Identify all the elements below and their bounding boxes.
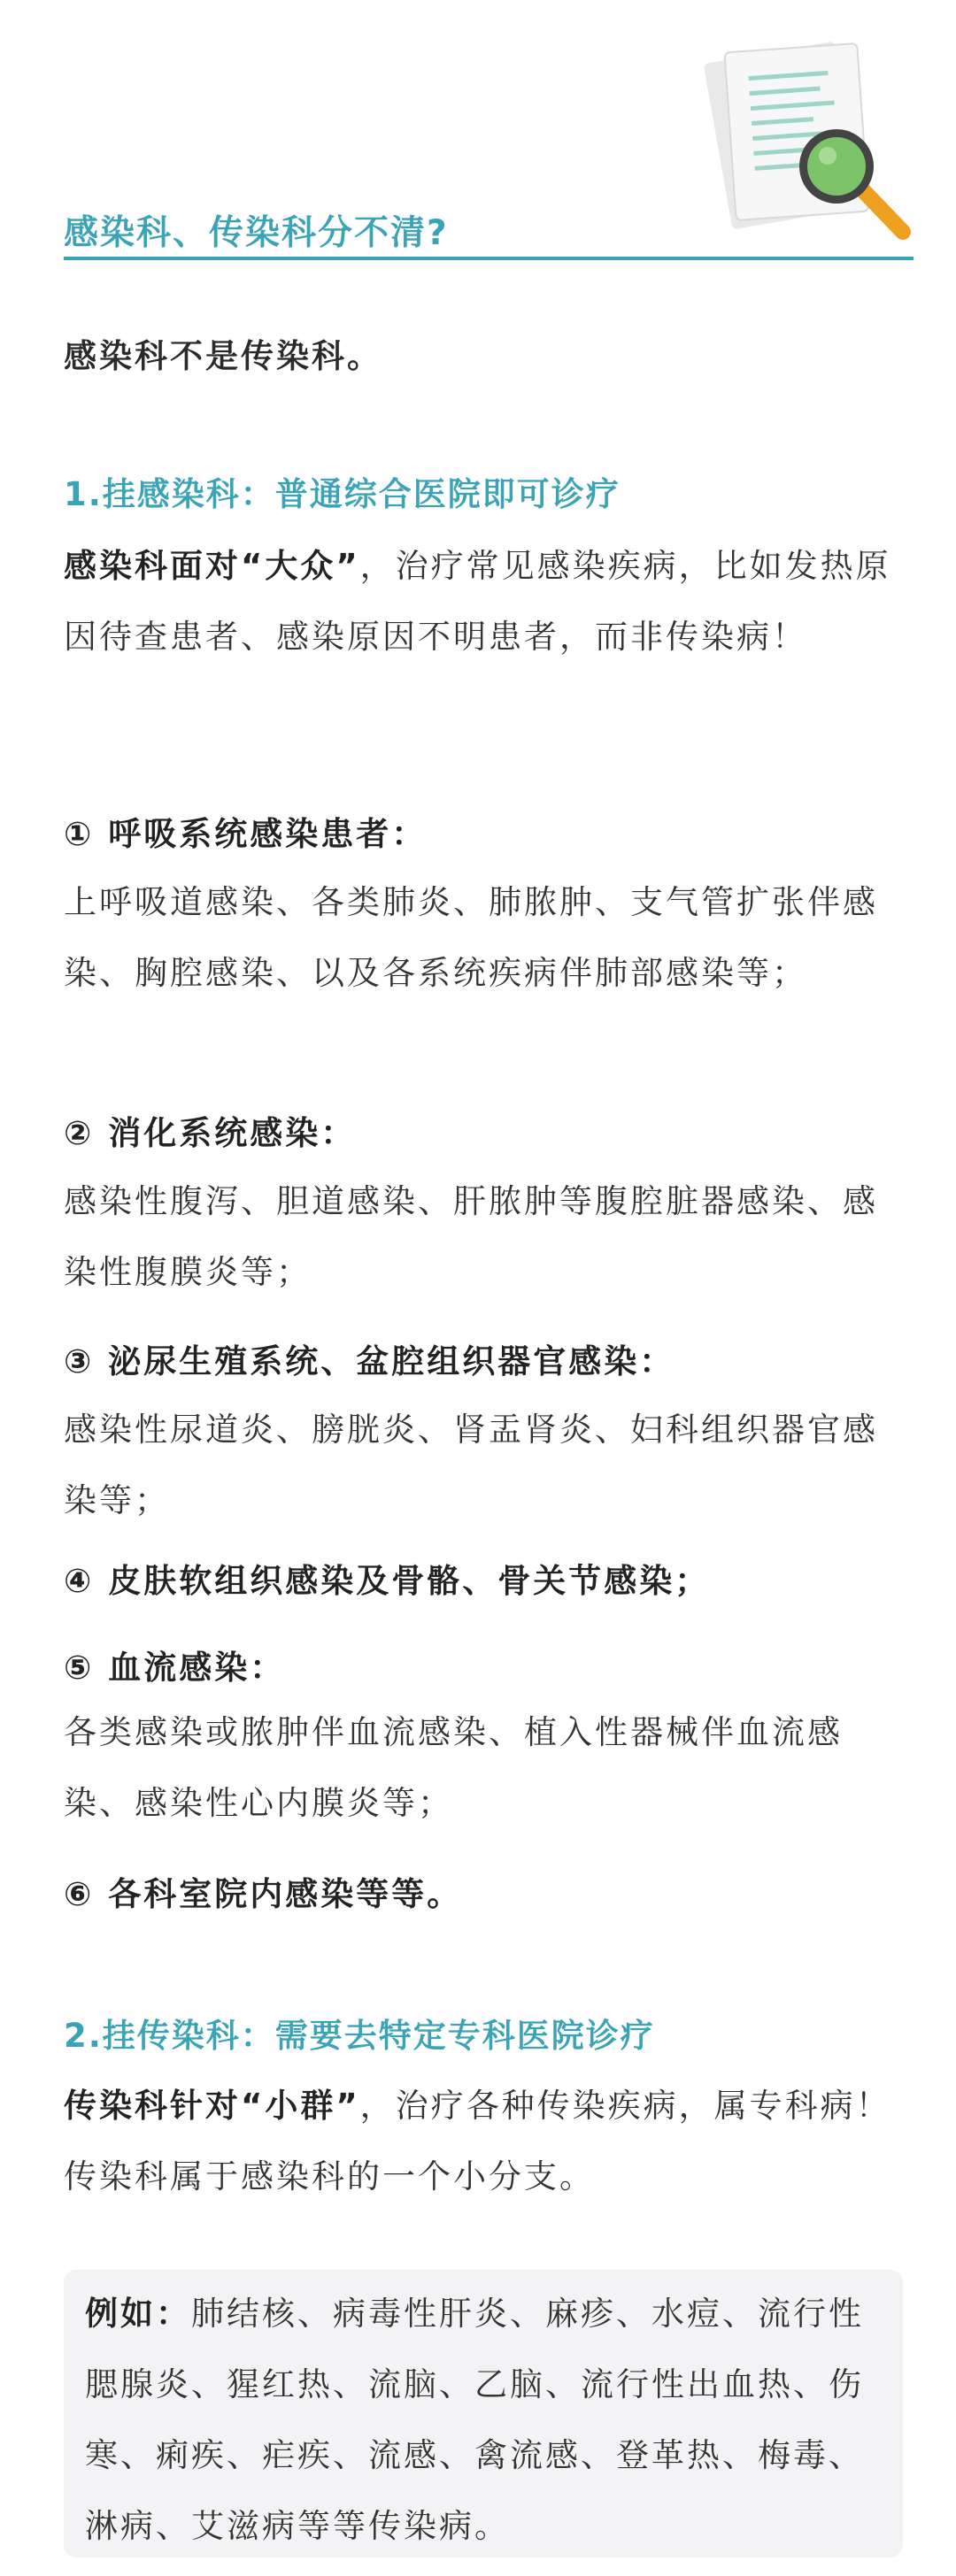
section-title: 感染科、传染科分不清? bbox=[64, 213, 449, 253]
item-head: ⑤ 血流感染： bbox=[64, 1649, 286, 1687]
section2-lead-bold: 传染科针对“小群” bbox=[64, 2087, 360, 2125]
intro-text: 感染科不是传染科。 bbox=[64, 337, 382, 375]
document-magnifier-icon bbox=[682, 35, 929, 257]
example-box bbox=[64, 2270, 903, 2557]
section1-lead-rest: ，治疗常见感染疾病，比如发热原因待查患者、感染原因不明患者，而非传染病！ bbox=[64, 547, 891, 656]
section1-title: 1.挂感染科：普通综合医院即可诊疗 bbox=[64, 475, 621, 513]
section1-lead bbox=[64, 531, 896, 673]
section2-lead-rest: ，治疗各种传染疾病，属专科病！传染科属于感染科的一个小分支。 bbox=[64, 2087, 891, 2195]
item-body: 感染性腹泻、胆道感染、肝脓肿等腹腔脏器感染、感染性腹膜炎等； bbox=[64, 1182, 878, 1291]
item-body: 上呼吸道感染、各类肺炎、肺脓肿、支气管扩张伴感染、胸腔感染、以及各系统疾病伴肺部感染等； bbox=[64, 883, 878, 992]
item-head: ② 消化系统感染： bbox=[64, 1114, 357, 1152]
item-head: ④ 皮肤软组织感染及骨骼、骨关节感染； bbox=[64, 1562, 711, 1600]
item-body: 感染性尿道炎、膀胱炎、肾盂肾炎、妇科组织器官感染等； bbox=[64, 1411, 878, 1519]
example-label: 例如： bbox=[85, 2295, 191, 2333]
section1-lead-bold: 感染科面对“大众” bbox=[64, 547, 360, 585]
section2-title: 2.挂传染科：需要去特定专科医院诊疗 bbox=[64, 2017, 655, 2055]
item-body: 各类感染或脓肿伴血流感染、植入性器械伴血流感染、感染性心内膜炎等； bbox=[64, 1713, 843, 1822]
title-divider bbox=[64, 257, 914, 260]
item-head: ⑥ 各科室院内感染等等。 bbox=[64, 1875, 463, 1913]
example-list: 肺结核、病毒性肝炎、麻疹、水痘、流行性腮腺炎、猩红热、流脑、乙脑、流行性出血热、伤寒、痢疾、疟疾、流感、禽流感、登革热、梅毒、淋病、艾滋病等等传染病。 bbox=[85, 2295, 864, 2545]
section2-lead bbox=[64, 2071, 896, 2212]
example-text bbox=[85, 2279, 882, 2562]
item-head: ① 呼吸系统感染患者： bbox=[64, 815, 428, 853]
item-head: ③ 泌尿生殖系统、盆腔组织器官感染： bbox=[64, 1342, 675, 1380]
